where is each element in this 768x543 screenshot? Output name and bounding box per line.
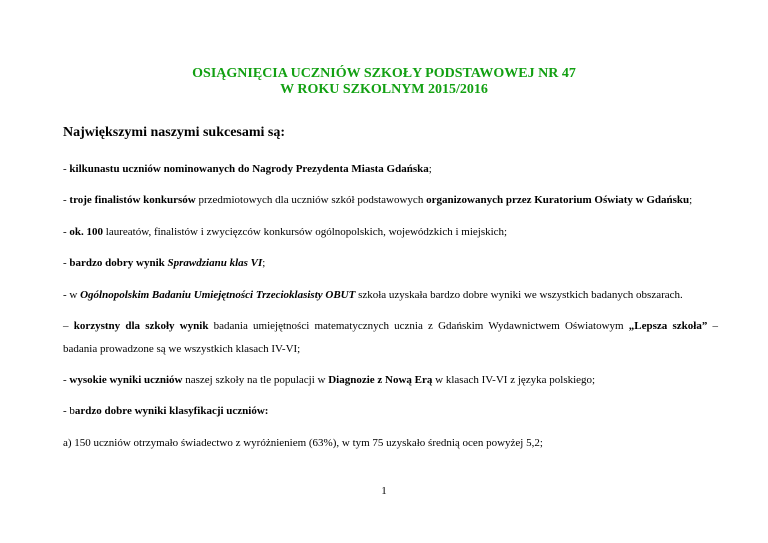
achievement-item-exam-result <box>63 256 718 270</box>
item-prefix: – <box>63 320 74 332</box>
item-prefix: - b <box>63 405 75 417</box>
item-bold-italic-text: Sprawdzianu klas VI <box>167 257 263 269</box>
item-text: – badania prowadzone są we wszystkich klasach IV-VI; <box>63 320 719 355</box>
item-prefix: - <box>63 194 70 206</box>
section-heading: Największymi naszymi sukcesami są: <box>63 125 286 140</box>
item-prefix: - <box>63 163 70 175</box>
item-prefix: - <box>63 226 70 238</box>
item-text: naszej szkoły na tle populacji w <box>182 374 329 386</box>
achievement-item-math-study <box>63 315 718 361</box>
item-text: ; <box>689 194 693 206</box>
item-bold-text: ardzo dobre wyniki klasyfikacji uczniów: <box>74 405 269 417</box>
item-bold-text: bardzo dobry wynik <box>69 257 168 269</box>
achievement-item-nominations <box>63 162 718 176</box>
item-bold-text: troje finalistów konkursów <box>69 194 196 206</box>
achievement-subitem-honors <box>63 436 718 450</box>
item-text: przedmiotowych dla uczniów szkół podstawowych <box>195 194 427 206</box>
item-bold-text: Diagnozie z Nową Erą <box>328 374 433 386</box>
item-text: ; <box>262 257 266 269</box>
item-bold-text: „Lepsza szkoła” <box>628 320 708 332</box>
item-bold-text: kilkunastu uczniów nominowanych do Nagrody Prezydenta Miasta Gdańska <box>69 163 429 175</box>
achievement-item-finalists <box>63 193 718 207</box>
item-bold-text: organizowanych przez Kuratorium Oświaty w Gdańsku <box>426 194 690 206</box>
achievement-item-classification <box>63 404 718 418</box>
achievement-item-laureates <box>63 225 718 239</box>
item-bold-text: korzystny dla szkoły wynik <box>73 320 209 332</box>
document-title-line-2: W ROKU SZKOLNYM 2015/2016 <box>280 82 488 97</box>
item-bold-text: wysokie wyniki uczniów <box>69 374 183 386</box>
item-text: szkoła uzyskała bardzo dobre wyniki we wszystkich badanych obszarach. <box>355 289 683 301</box>
item-prefix: - <box>63 257 70 269</box>
item-bold-text: ok. 100 <box>69 226 104 238</box>
document-title-line-1: OSIĄGNIĘCIA UCZNIÓW SZKOŁY PODSTAWOWEJ NR 47 <box>192 66 576 81</box>
item-prefix: - w <box>63 289 81 301</box>
achievement-item-diagnosis <box>63 373 718 387</box>
page-number: 1 <box>381 485 387 497</box>
item-bold-italic-text: Ogólnopolskim Badaniu Umiejętności Trzecioklasisty OBUT <box>80 289 356 301</box>
item-text: a) 150 uczniów otrzymało świadectwo z wyróżnieniem (63%), w tym 75 uzyskało średnią ocen powyżej 5,2; <box>63 437 543 449</box>
item-text: laureatów, finalistów i zwycięzców konkursów ogólnopolskich, wojewódzkich i miejskich; <box>103 226 508 238</box>
item-text: ; <box>428 163 432 175</box>
achievement-item-obut <box>63 288 718 302</box>
item-text: w klasach IV-VI z języka polskiego; <box>432 374 596 386</box>
item-text: badania umiejętności matematycznych ucznia z Gdańskim Wydawnictwem Oświatowym <box>208 320 629 332</box>
item-prefix: - <box>63 374 70 386</box>
